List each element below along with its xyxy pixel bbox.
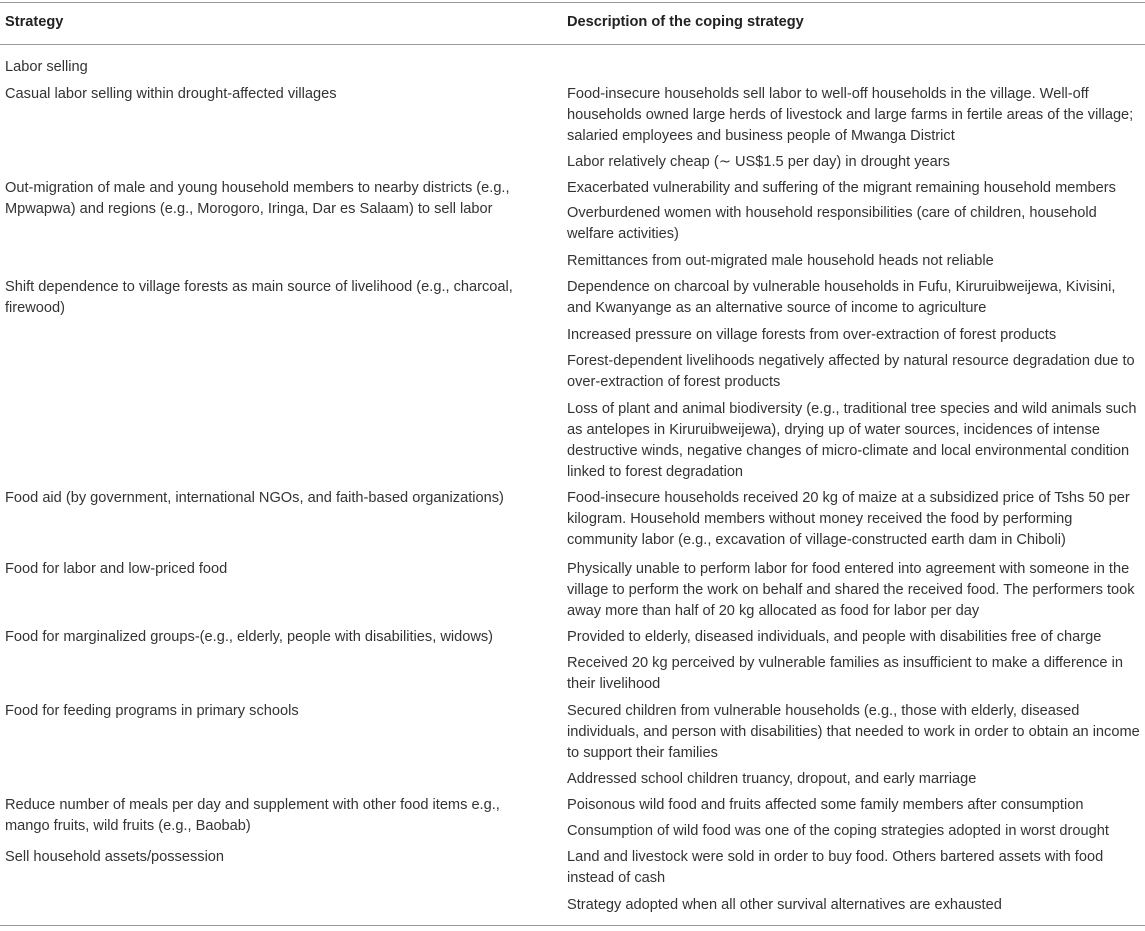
strategy-cell: Sell household assets/possession bbox=[5, 849, 225, 865]
strategy-cell: Shift dependence to village forests as main source of livelihood (e.g., charcoal, firewood) bbox=[5, 279, 513, 316]
description-cell: Remittances from out-migrated male household heads not reliable bbox=[567, 253, 994, 269]
description-cell: Received 20 kg perceived by vulnerable families as insufficient to make a difference in their livelihood bbox=[567, 655, 1123, 692]
description-cell: Dependence on charcoal by vulnerable households in Fufu, Kiruruibweijewa, Kivisini, and Kwanyange as an alternative source of income to agriculture bbox=[567, 279, 1116, 316]
description-cell: Provided to elderly, diseased individuals, and people with disabilities free of charge bbox=[567, 629, 1102, 645]
description-cell: Secured children from vulnerable households (e.g., those with elderly, diseased individuals, and person with disabilities) that needed to work in order to obtain an income to support their families bbox=[567, 703, 1140, 761]
description-cell: Forest-dependent livelihoods negatively affected by natural resource degradation due to over-extraction of forest products bbox=[567, 353, 1135, 390]
strategy-cell: Labor selling bbox=[5, 59, 88, 75]
strategy-cell: Reduce number of meals per day and supplement with other food items e.g., mango fruits, wild fruits (e.g., Baobab) bbox=[5, 797, 500, 834]
description-cell: Exacerbated vulnerability and suffering of the migrant remaining household members bbox=[567, 180, 1116, 196]
table-bottom-rule bbox=[0, 925, 1145, 926]
description-cell: Food-insecure households received 20 kg of maize at a subsidized price of Tshs 50 per kilogram. Household members without money received the food by performing community labor (e.g., excavation of village-constructed earth dam in Chiboli) bbox=[567, 490, 1130, 548]
description-cell: Land and livestock were sold in order to buy food. Others bartered assets with food instead of cash bbox=[567, 849, 1104, 886]
strategy-cell: Out-migration of male and young household members to nearby districts (e.g., Mpwapwa) and regions (e.g., Morogoro, Iringa, Dar es Salaam) to sell labor bbox=[5, 180, 510, 217]
strategy-cell: Casual labor selling within drought-affected villages bbox=[5, 86, 337, 102]
strategy-cell: Food for labor and low-priced food bbox=[5, 561, 228, 577]
description-cell: Food-insecure households sell labor to well-off households in the village. Well-off households owned large herds of livestock and large farms in fertile areas of the village; salaried employees and business people of Mwanga District bbox=[567, 86, 1134, 144]
column-header-description: Description of the coping strategy bbox=[567, 14, 804, 30]
strategy-cell: Food for feeding programs in primary schools bbox=[5, 703, 299, 719]
strategy-cell: Food aid (by government, international NGOs, and faith-based organizations) bbox=[5, 490, 504, 506]
description-cell: Consumption of wild food was one of the coping strategies adopted in worst drought bbox=[567, 823, 1109, 839]
table-top-rule bbox=[0, 2, 1145, 3]
description-cell: Overburdened women with household responsibilities (care of children, household welfare activities) bbox=[567, 205, 1097, 242]
description-cell: Strategy adopted when all other survival alternatives are exhausted bbox=[567, 897, 1002, 913]
description-cell: Physically unable to perform labor for food entered into agreement with someone in the village to perform the work on behalf and shared the received food. The performers took away more than half of 20 kg allocated as food for labor per day bbox=[567, 561, 1135, 619]
description-cell: Increased pressure on village forests from over-extraction of forest products bbox=[567, 327, 1057, 343]
description-cell: Poisonous wild food and fruits affected some family members after consumption bbox=[567, 797, 1084, 813]
strategy-cell: Food for marginalized groups-(e.g., elderly, people with disabilities, widows) bbox=[5, 629, 494, 645]
description-cell: Addressed school children truancy, dropout, and early marriage bbox=[567, 771, 977, 787]
description-cell: Labor relatively cheap (∼ US$1.5 per day) in drought years bbox=[567, 154, 950, 170]
column-header-strategy: Strategy bbox=[5, 14, 64, 30]
table-header-rule bbox=[0, 44, 1145, 45]
description-cell: Loss of plant and animal biodiversity (e.g., traditional tree species and wild animals such as antelopes in Kiruruibweijewa), drying up of water sources, incidences of intense destructive winds, negative changes of micro-climate and local environmental condition linked to forest degradation bbox=[567, 401, 1137, 480]
